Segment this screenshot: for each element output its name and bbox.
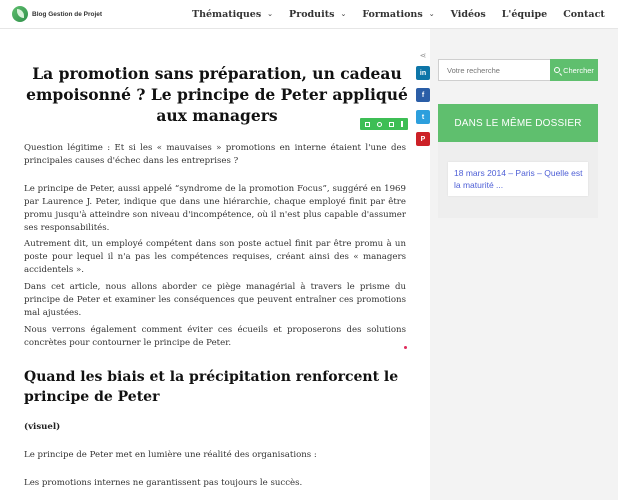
nav-item-equipe[interactable]	[502, 9, 547, 20]
copy-icon[interactable]	[389, 122, 394, 127]
settings-icon[interactable]	[377, 122, 382, 127]
main-nav	[192, 0, 618, 28]
search-button[interactable]	[550, 59, 598, 81]
linkedin-share-button[interactable]: in	[416, 66, 430, 80]
widget-title: DANS LE MÊME DOSSIER	[438, 104, 598, 142]
article-title: La promotion sans préparation, un cadeau empoisonné ? Le principe de Peter appliqué aux managers	[26, 64, 408, 125]
search-input[interactable]	[438, 59, 550, 81]
nav-item-thematiques[interactable]	[192, 9, 273, 20]
related-widget	[438, 104, 598, 218]
nav-item-formations[interactable]	[362, 9, 434, 20]
search-icon	[554, 67, 560, 73]
visuel-label: (visuel)	[24, 422, 61, 432]
site-header	[0, 0, 618, 29]
chevron-down-icon: ⌄	[428, 10, 435, 18]
article-paragraph: Nous verrons également comment éviter ces écueils et proposerons des solutions concrètes pour contourner le principe de Peter.	[24, 325, 406, 348]
nav-label: Vidéos	[450, 8, 486, 20]
chevron-down-icon: ⌄	[340, 10, 347, 18]
nav-item-videos[interactable]	[451, 9, 486, 20]
share-icon: ⋖	[419, 51, 427, 60]
nav-label: Contact	[563, 8, 605, 20]
red-dot-marker	[404, 346, 407, 349]
share-bar	[416, 51, 430, 146]
menu-icon[interactable]	[401, 121, 403, 127]
article-column	[0, 29, 430, 500]
nav-item-contact[interactable]	[563, 9, 605, 20]
nav-label: L'équipe	[501, 8, 548, 20]
logo-text: Blog Gestion de Projet	[32, 10, 103, 18]
related-card	[448, 162, 588, 196]
article-paragraph: Dans cet article, nous allons aborder ce piège managérial à travers le prisme du principe de Peter et examiner les conséquences que peuvent entraîner ces promotions mal ajustées.	[24, 282, 406, 318]
article-paragraph: Autrement dit, un employé compétent dans son poste actuel finit par être promu à un poste pour lequel il n'a pas les compétences requises, créant ainsi des « managers accidentels ».	[24, 239, 406, 275]
move-icon[interactable]	[365, 122, 370, 127]
nav-label: Produits	[289, 8, 335, 20]
related-article-link[interactable]: 18 mars 2014 – Paris – Quelle est la maturité ...	[454, 168, 583, 190]
article-paragraph: Les promotions internes ne garantissent pas toujours le succès.	[24, 478, 303, 488]
pinterest-share-button[interactable]: P	[416, 132, 430, 146]
section-heading: Quand les biais et la précipitation renforcent le principe de Peter	[24, 369, 399, 405]
search-form	[438, 59, 598, 81]
article-paragraph: Question légitime : Et si les « mauvaises » promotions en interne étaient l'une des principales causes d'échec dans les entreprises ?	[24, 143, 406, 166]
facebook-share-button[interactable]: f	[416, 88, 430, 102]
edit-toolbar[interactable]	[360, 118, 408, 130]
search-button-label: Chercher	[563, 65, 594, 75]
twitter-share-button[interactable]: t	[416, 110, 430, 124]
article-paragraph: Le principe de Peter, aussi appelé “syndrome de la promotion Focus”, suggéré en 1969 par Laurence J. Peter, indique que dans une hiérarchie, chaque employé finit par être promu jusqu'à atteindre son niveau d'incompétence, où il n'est plus capable d'assumer ses responsabilités.	[24, 184, 406, 233]
nav-item-produits[interactable]	[289, 9, 346, 20]
leaf-logo-icon	[12, 6, 28, 22]
site-logo[interactable]	[12, 6, 102, 22]
article-paragraph: Le principe de Peter met en lumière une réalité des organisations :	[24, 450, 317, 460]
chevron-down-icon: ⌄	[267, 10, 274, 18]
nav-label: Formations	[362, 8, 423, 20]
nav-label: Thématiques	[192, 8, 262, 20]
